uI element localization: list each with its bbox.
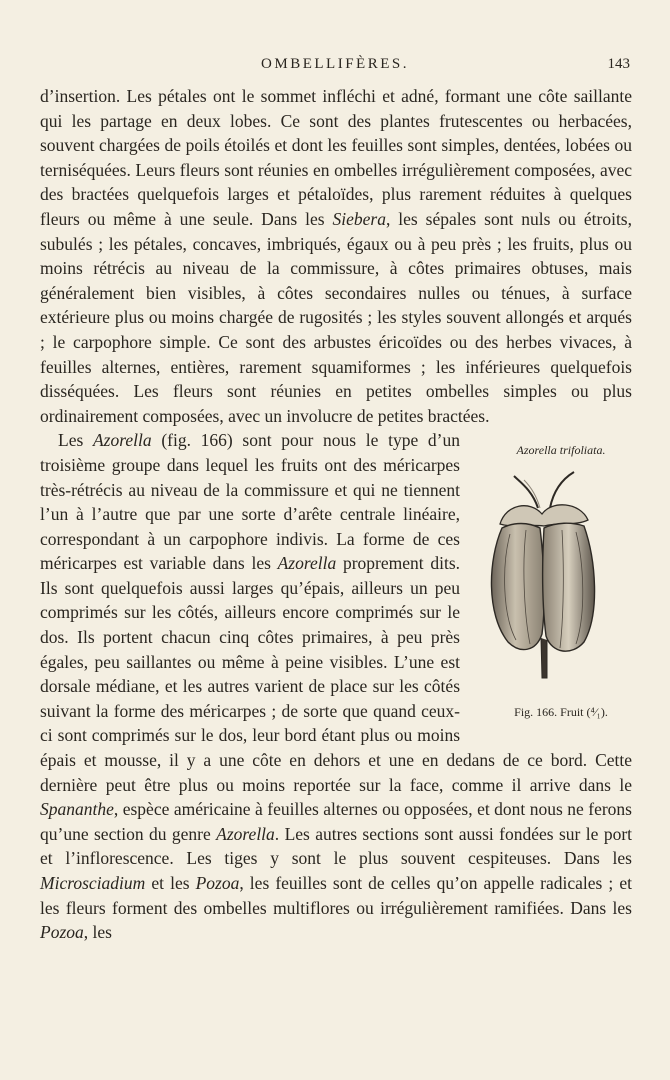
genus-azorella-3: Azorella (216, 823, 275, 844)
paragraph-2 (40, 428, 632, 944)
p2-text-b: (fig. 166) sont pour nous le type d’un troisième groupe dans lequel les fruits ont des méricarpes très-rétrécis au niveau de la commissure et qui ne tiennent l’un à l’autre que par une sorte d’arête centrale linéaire, correspondant à un carpophore indivis. La forme de ces méricarpes est variable dans les (40, 430, 460, 574)
running-header (40, 56, 630, 80)
running-title: OMBELLIFÈRES. (261, 56, 409, 72)
p2-text-g: , les feuilles sont de celles qu’on appelle radicales ; et les fleurs forment des ombelles multiflores ou irrégulièrement ramifiées. Dans les (40, 873, 632, 918)
genus-pozoa-1: Pozoa (195, 873, 240, 893)
p2-text-e: . Les autres sections sont aussi fondées sur le port et l’inflorescence. Les tiges y sont le plus souvent cespiteuses. Dans les (40, 823, 633, 869)
azorella-fruit-illustration (480, 464, 624, 692)
genus-spananthe: Spananthe (40, 799, 114, 820)
genus-azorella-1: Azorella (92, 430, 152, 451)
body-text (40, 84, 632, 945)
figure-title: Azorella trifoliata. (516, 443, 606, 458)
paragraph-1 (40, 84, 632, 428)
page-number: 143 (607, 56, 630, 72)
p2-text-d: , espèce américaine à feuilles alternes ou opposées, et dont nous ne ferons qu’une section du genre (40, 799, 632, 844)
genus-microsciadium: Microsciadium (40, 873, 146, 893)
genus-siebera: Siebera (332, 208, 386, 229)
p2-text-f: et les (145, 873, 196, 893)
p2-text-h: , les (83, 922, 112, 943)
paragraph-1-text-after: , les sépales sont nuls ou étroits, subulés ; les pétales, concaves, imbriqués, égaux ou à peu près ; les fruits, plus ou moins rétrécis au niveau de la commissure, à côtes primaires obtuses, mais généralement bien visibles, à côtes secondaires nulles ou ténues, à surface extérieure plus ou moins chargée de rugosités ; les styles souvent allongés et arqués ; le carpophore simple. Ce sont des arbustes éricoïdes ou des herbes vivaces, à feuilles alternes, entières, rarement squamiformes ; les inférieures quelquefois disséquées. Les fleurs sont réunies en petites ombelles simples ou plus ordinairement composées, avec un involucre de petites bractées. (40, 208, 632, 426)
p2-text-c: proprement dits. Ils sont quelquefois aussi larges qu’épais, ailleurs un peu comprimés sur les côtés, ailleurs encore comprimés sur le dos. Ils portent chacun cinq côtes primaires, à peu près égales, peu saillantes ou même à peine visibles. L’une est dorsale médiane, et les autres varient de place sur les côtés suivant la forme des méricarpes ; de sorte que quand ceux-ci sont comprimés sur le dos, leur bord étant plus ou moins épais et mousse, il y a une côte en dehors et une en dedans de ce bord. Cette dernière peut être plus ou moins reportée sur la face, comme il arrive dans le (40, 553, 632, 795)
genus-azorella-2: Azorella (277, 553, 337, 574)
figure-caption: Fig. 166. Fruit (⁴⁄₁). (514, 705, 608, 720)
genus-pozoa-2: Pozoa (40, 922, 84, 943)
p2-text-a: Les (58, 430, 93, 451)
paragraph-1-text: d’insertion. Les pétales ont le sommet infléchi et adné, formant une côte saillante qui les partage en deux lobes. Ce sont des plantes frutescentes ou herbacées, souvent chargées de poils étoilés et dont les feuilles sont simples, dentées, lobées ou terniséquées. Leurs fleurs sont réunies en ombelles irrégulièrement composées, avec des bractées quelquefois larges et pétaloïdes, plus rarement réduites à quelques fleurs ou même à une seule. Dans les (40, 86, 632, 229)
figure-166 (472, 428, 632, 730)
